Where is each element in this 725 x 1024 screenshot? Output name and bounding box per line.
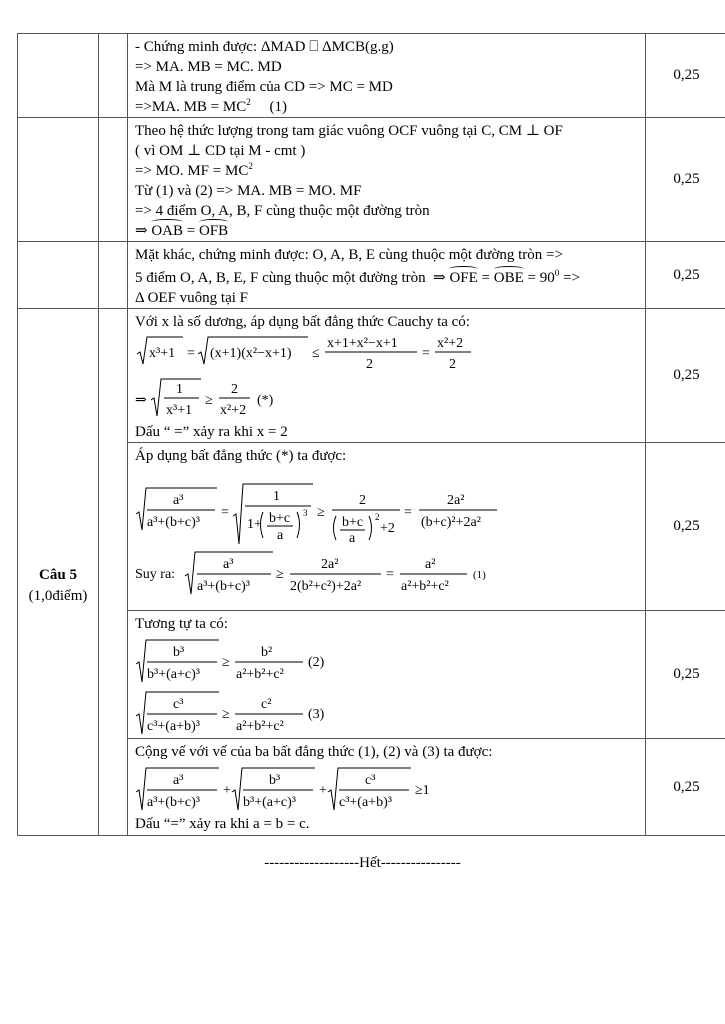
end-marker: -------------------Hết---------------- bbox=[264, 855, 461, 871]
text-line: =>MA. MB = $MC^2$ (1) bbox=[135, 97, 287, 115]
svg-text:a³: a³ bbox=[173, 493, 184, 508]
svg-text:2: 2 bbox=[449, 357, 456, 372]
svg-text:(1): (1) bbox=[473, 569, 486, 581]
svg-text:c³: c³ bbox=[365, 773, 376, 788]
svg-text:b²: b² bbox=[261, 645, 273, 660]
cell-blank bbox=[99, 242, 128, 309]
arc-angle: OFB bbox=[198, 223, 229, 239]
text-line: - Chứng minh được: ΔMAD ⎕ ΔMCB(g.g) bbox=[135, 39, 394, 55]
svg-text:(x+1)(x²−x+1): (x+1)(x²−x+1) bbox=[210, 346, 292, 361]
svg-text:=: = bbox=[221, 505, 229, 520]
cell-content bbox=[128, 118, 646, 242]
svg-text:=: = bbox=[386, 567, 394, 582]
cell-blank bbox=[99, 34, 128, 118]
svg-text:a²: a² bbox=[425, 557, 436, 572]
svg-text:+: + bbox=[223, 783, 231, 798]
svg-text:+2: +2 bbox=[380, 521, 395, 536]
svg-text:2a²: 2a² bbox=[447, 493, 465, 508]
svg-text:a³: a³ bbox=[223, 557, 234, 572]
arc-angle: OFE bbox=[449, 270, 478, 286]
text-line: => 4 điểm O, A, B, F cùng thuộc một đường tròn bbox=[135, 203, 430, 219]
svg-text:c³: c³ bbox=[173, 697, 184, 712]
cell-content bbox=[128, 611, 646, 739]
svg-text:a³+(b+c)³: a³+(b+c)³ bbox=[197, 579, 250, 594]
svg-text:≤: ≤ bbox=[312, 346, 320, 361]
score-cell: 0,25 bbox=[646, 34, 725, 118]
text-line: ⇒ OAB = OFB bbox=[135, 223, 229, 239]
svg-text:3: 3 bbox=[303, 508, 308, 518]
cell-content bbox=[128, 739, 646, 836]
svg-text:1: 1 bbox=[176, 382, 183, 397]
svg-text:b³: b³ bbox=[173, 645, 185, 660]
svg-text:Suy ra:: Suy ra: bbox=[135, 567, 176, 582]
table-row bbox=[18, 309, 725, 443]
svg-text:c³+(a+b)³: c³+(a+b)³ bbox=[339, 795, 392, 810]
svg-text:2: 2 bbox=[366, 357, 373, 372]
svg-text:1+: 1+ bbox=[247, 517, 262, 532]
score-cell: 0,25 bbox=[646, 739, 725, 836]
formula-suyra bbox=[135, 548, 575, 600]
cell-content bbox=[128, 242, 646, 309]
svg-text:+: + bbox=[319, 783, 327, 798]
formula-2 bbox=[135, 634, 435, 686]
cell-blank bbox=[99, 309, 128, 836]
svg-text:2(b²+c²)+2a²: 2(b²+c²)+2a² bbox=[290, 579, 362, 594]
svg-text:≥: ≥ bbox=[222, 707, 230, 722]
svg-text:a²+b²+c²: a²+b²+c² bbox=[236, 719, 284, 734]
arc-angle: OBE bbox=[493, 270, 524, 286]
text-line: 5 điểm O, A, B, E, F cùng thuộc một đường tròn ⇒ OFE = OBE = $90^0$ => bbox=[135, 268, 580, 286]
formula-main bbox=[135, 476, 555, 546]
svg-text:(*): (*) bbox=[257, 393, 274, 408]
text-line: Theo hệ thức lượng trong tam giác vuông OCF vuông tại C, CM ⊥ OF bbox=[135, 123, 563, 139]
svg-text:=: = bbox=[404, 505, 412, 520]
text-line: Cộng vế với vế của ba bất đẳng thức (1), (2) và (3) ta được: bbox=[135, 744, 493, 760]
svg-text:b³+(a+c)³: b³+(a+c)³ bbox=[147, 667, 200, 682]
score-cell: 0,25 bbox=[646, 443, 725, 611]
svg-text:a³: a³ bbox=[173, 773, 184, 788]
svg-text:b+c: b+c bbox=[269, 511, 291, 526]
formula-sum bbox=[135, 762, 555, 814]
table-row bbox=[18, 242, 725, 309]
svg-text:b³+(a+c)³: b³+(a+c)³ bbox=[243, 795, 296, 810]
text-line: Mặt khác, chứng minh được: O, A, B, E cùng thuộc một đường tròn => bbox=[135, 247, 563, 263]
svg-text:x+1+x²−x+1: x+1+x²−x+1 bbox=[327, 336, 398, 351]
svg-text:2: 2 bbox=[359, 493, 366, 508]
svg-text:c³+(a+b)³: c³+(a+b)³ bbox=[147, 719, 200, 734]
svg-text:a³+(b+c)³: a³+(b+c)³ bbox=[147, 795, 200, 810]
text-line: ( vì OM ⊥ CD tại M - cmt ) bbox=[135, 143, 306, 159]
svg-text:a²+b²+c²: a²+b²+c² bbox=[401, 579, 449, 594]
svg-text:≥: ≥ bbox=[317, 505, 325, 520]
svg-text:≥1: ≥1 bbox=[415, 783, 430, 798]
svg-text:c²: c² bbox=[261, 697, 272, 712]
question-cell bbox=[18, 309, 99, 836]
formula-cauchy bbox=[135, 332, 535, 376]
svg-text:(2): (2) bbox=[308, 655, 325, 670]
text-line: Dấu “ =” xảy ra khi x = 2 bbox=[135, 424, 288, 440]
text-line: Với x là số dương, áp dụng bất đẳng thức Cauchy ta có: bbox=[135, 314, 470, 330]
arc-angle: OAB bbox=[151, 223, 183, 239]
text-line: Áp dụng bất đẳng thức (*) ta được: bbox=[135, 448, 347, 464]
table-row bbox=[18, 34, 725, 118]
svg-text:(b+c)²+2a²: (b+c)²+2a² bbox=[421, 515, 481, 530]
score-cell: 0,25 bbox=[646, 242, 725, 309]
question-label: Câu 5 bbox=[39, 567, 77, 583]
text-line: => MA. MB = MC. MD bbox=[135, 59, 282, 75]
svg-text:a²+b²+c²: a²+b²+c² bbox=[236, 667, 284, 682]
table-row bbox=[18, 118, 725, 242]
svg-text:≥: ≥ bbox=[205, 393, 213, 408]
cell-question bbox=[18, 118, 99, 242]
answer-table bbox=[17, 33, 725, 836]
svg-text:x²+2: x²+2 bbox=[220, 403, 247, 418]
svg-text:2: 2 bbox=[231, 382, 238, 397]
cell-question bbox=[18, 34, 99, 118]
text-line: Δ OEF vuông tại F bbox=[135, 290, 248, 306]
svg-text:≥: ≥ bbox=[276, 567, 284, 582]
score-cell: 0,25 bbox=[646, 611, 725, 739]
score-cell: 0,25 bbox=[646, 118, 725, 242]
cell-blank bbox=[99, 118, 128, 242]
formula-3 bbox=[135, 686, 435, 738]
svg-text:2: 2 bbox=[375, 512, 380, 522]
svg-text:⇒: ⇒ bbox=[135, 393, 147, 408]
cell-content bbox=[128, 34, 646, 118]
cell-content bbox=[128, 309, 646, 443]
score-cell: 0,25 bbox=[646, 309, 725, 443]
cell-question bbox=[18, 242, 99, 309]
svg-text:b³: b³ bbox=[269, 773, 281, 788]
text-line: Tương tự ta có: bbox=[135, 616, 228, 632]
svg-text:=: = bbox=[187, 346, 195, 361]
svg-text:a: a bbox=[349, 531, 356, 546]
svg-text:x³+1: x³+1 bbox=[166, 403, 193, 418]
text-line: => MO. MF = $MC^2$ bbox=[135, 161, 253, 179]
svg-text:(3): (3) bbox=[308, 707, 325, 722]
svg-text:2a²: 2a² bbox=[321, 557, 339, 572]
question-points: (1,0điểm) bbox=[28, 588, 88, 604]
svg-text:b+c: b+c bbox=[342, 515, 364, 530]
cell-content bbox=[128, 443, 646, 611]
svg-text:a: a bbox=[277, 528, 284, 543]
svg-text:1: 1 bbox=[273, 489, 280, 504]
text-line: Dấu “=” xảy ra khi a = b = c. bbox=[135, 816, 310, 832]
svg-text:=: = bbox=[422, 346, 430, 361]
svg-text:x²+2: x²+2 bbox=[437, 336, 464, 351]
svg-text:≥: ≥ bbox=[222, 655, 230, 670]
text-line: Từ (1) và (2) => MA. MB = MO. MF bbox=[135, 183, 362, 199]
svg-text:x³+1: x³+1 bbox=[149, 346, 176, 361]
formula-star bbox=[135, 376, 435, 422]
svg-text:a³+(b+c)³: a³+(b+c)³ bbox=[147, 515, 200, 530]
text-line: Mà M là trung điểm của CD => MC = MD bbox=[135, 79, 393, 95]
